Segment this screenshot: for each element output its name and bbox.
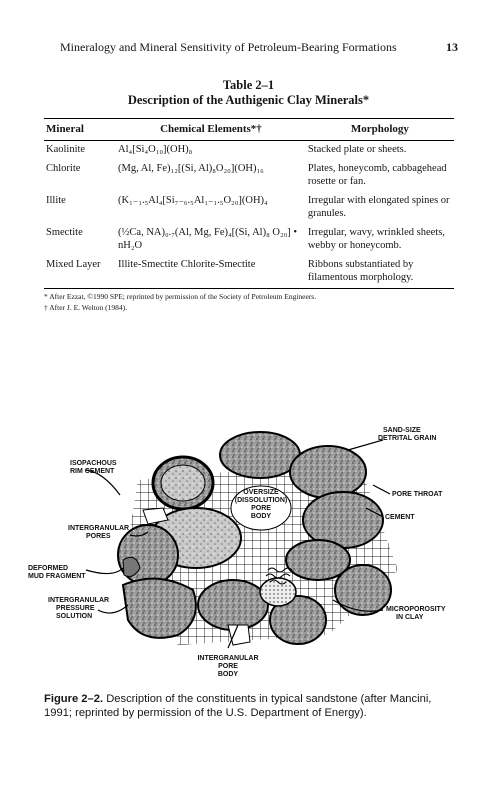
label-intergranular-pressure-solution: INTERGRANULAR PRESSURE SOLUTION (48, 597, 110, 620)
cell-chemical: (K₁₋₁.₅Al₄[Si₇₋₆.₅Al₁₋₁.₅O₂₀](OH)₄ (118, 195, 268, 206)
cell-mineral: Illite (46, 195, 66, 206)
table-row (44, 160, 454, 192)
cell-morphology: Stacked plate or sheets. (307, 144, 407, 155)
cell-mineral: Chlorite (46, 163, 81, 174)
cell-morphology: Irregular with elongated spines or granules. (307, 195, 450, 219)
cell-morphology: Ribbons substantiated by filamentous morphology. (307, 259, 414, 283)
running-title: Mineralogy and Mineral Sensitivity of Petroleum-Bearing Formations (60, 40, 397, 54)
table-footnote: † After J. E. Welton (1984). (44, 303, 127, 312)
column-header-chemical: Chemical Elements*† (160, 123, 262, 135)
cell-chemical: Al₄[Si₄O₁₀](OH)₈ (118, 144, 193, 155)
label-oversize-pore-body: OVERSIZE (DISSOLUTION) PORE BODY (234, 489, 288, 520)
cell-mineral: Mixed Layer (46, 259, 101, 270)
table-title: Description of the Authigenic Clay Minerals* (127, 93, 370, 107)
clay-minerals-table (44, 118, 454, 289)
table-row (44, 224, 454, 256)
table-header-row (44, 119, 454, 141)
table-row (44, 256, 454, 289)
grain-aggregate (118, 432, 398, 645)
column-header-mineral: Mineral (46, 123, 84, 135)
label-microporosity-in-clay: MICROPOROSITY IN CLAY (386, 606, 446, 621)
label-intergranular-pore-body: INTERGRANULAR PORE BODY (197, 655, 259, 678)
cell-morphology: Irregular, wavy, wrinkled sheets, webby or honeycomb. (307, 227, 445, 251)
table-footnote: * After Ezzat, ©1990 SPE; reprinted by permission of the Society of Petroleum Engineers. (44, 292, 317, 301)
figure-caption (44, 692, 459, 720)
figure-caption-text: Description of the constituents in typical sandstone (after Mancini, 1991; reprinted by permission of the U.S. Department of Energy). (44, 693, 432, 719)
table-row (44, 192, 454, 224)
table-number: Table 2–1 (222, 78, 275, 92)
cell-morphology: Plates, honeycomb, cabbagehead rosette or fan. (307, 163, 447, 187)
cell-chemical: (½Ca, NA)₀.₇(Al, Mg, Fe)₄[(Si, Al)₈ O₂₀] • nH₂O (118, 227, 298, 251)
sandstone-diagram (28, 420, 468, 685)
label-pore-throat: PORE THROAT (392, 491, 443, 498)
cell-chemical: Illite-Smectite Chlorite-Smectite (118, 259, 256, 270)
label-intergranular-pores: INTERGRANULAR PORES (68, 525, 130, 540)
figure-caption-label: Figure 2–2. (44, 693, 104, 705)
column-header-morphology: Morphology (350, 123, 409, 135)
cell-chemical: (Mg, Al, Fe)₁₂[(Si, Al)₈O₂₀](OH)₁₆ (118, 163, 264, 174)
label-deformed-mud-fragment: DEFORMED MUD FRAGMENT (28, 565, 86, 580)
cell-mineral: Kaolinite (46, 144, 86, 155)
page-number: 13 (446, 40, 458, 54)
label-sand-size-grain: SAND-SIZE DETRITAL GRAIN (378, 427, 437, 442)
label-isopachous-rim-cement: ISOPACHOUS RIM CEMENT (70, 460, 117, 475)
label-cement: CEMENT (385, 514, 415, 521)
cell-mineral: Smectite (46, 227, 83, 238)
table-row (44, 141, 454, 161)
